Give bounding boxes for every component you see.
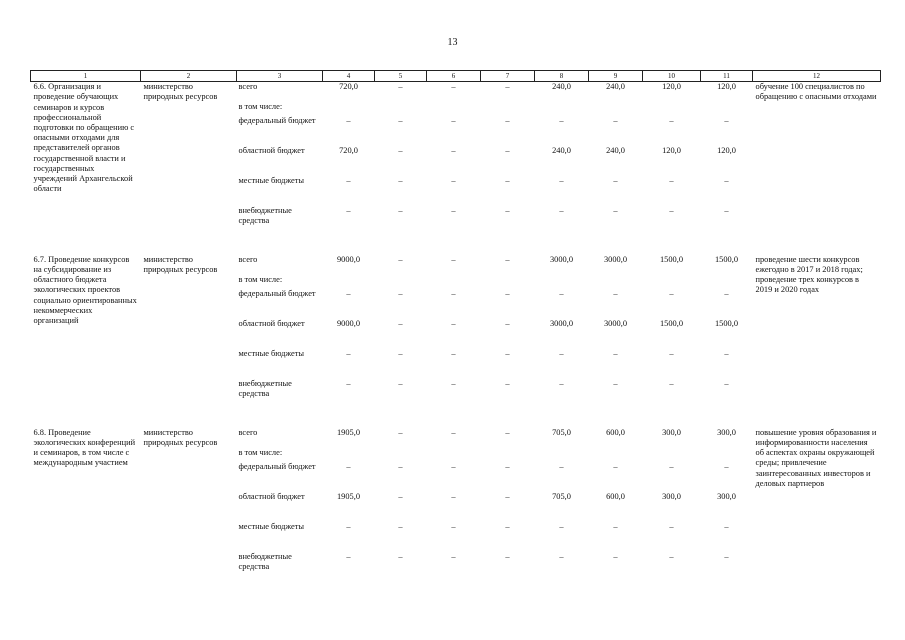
amount-cell: – [505, 491, 510, 501]
column-number: 4 [323, 71, 375, 82]
funding-source: местные бюджеты [238, 175, 305, 185]
amount-cell: – [398, 254, 403, 264]
funding-source: в том числе: [238, 274, 283, 284]
amount-cell: – [613, 205, 618, 215]
amount-cell: – [669, 175, 674, 185]
amount-cell [535, 448, 589, 462]
amount-cell [701, 275, 753, 289]
amount-cell [427, 448, 481, 462]
amount-cell: – [559, 115, 564, 125]
amount-cell: – [724, 378, 729, 388]
amount-cell: – [451, 254, 456, 264]
amount-cell [643, 102, 701, 116]
column-number: 8 [535, 71, 589, 82]
amount-cell: – [451, 378, 456, 388]
amount-cell: – [613, 521, 618, 531]
amount-cell [589, 448, 643, 462]
amount-cell: 300,0 [662, 427, 681, 437]
amount-cell: – [505, 427, 510, 437]
executor: министерство природных ресурсов [143, 82, 218, 102]
funding-source: внебюджетные средства [238, 551, 292, 571]
amount-cell: 1905,0 [336, 427, 361, 437]
amount-cell: 3000,0 [603, 254, 628, 264]
amount-cell: – [613, 175, 618, 185]
measure-title: 6.6. Организация и проведение обучающих семинаров и курсов профессиональной подготовки по обращению с опасными отходами для представителей органов государственной власти и государственных учреждений Архангельской области [33, 82, 135, 194]
amount-cell: 9000,0 [336, 318, 361, 328]
amount-cell: – [505, 115, 510, 125]
amount-cell: – [346, 521, 351, 531]
measure-title: 6.7. Проведение конкурсов на субсидирование из областного бюджета экологических проектов социально ориентированных некоммерческих организаций [33, 254, 137, 325]
funding-source: федеральный бюджет [238, 461, 316, 471]
funding-source: в том числе: [238, 101, 283, 111]
funding-source: областной бюджет [238, 491, 305, 501]
amount-cell: – [451, 82, 456, 92]
amount-cell: – [398, 461, 403, 471]
amount-cell: – [451, 145, 456, 155]
amount-cell: – [669, 378, 674, 388]
amount-cell: – [724, 348, 729, 358]
funding-source: всего [238, 254, 258, 264]
funding-source: федеральный бюджет [238, 288, 316, 298]
amount-cell [427, 102, 481, 116]
funding-source: внебюджетные средства [238, 378, 292, 398]
amount-cell: – [669, 461, 674, 471]
amount-cell [535, 275, 589, 289]
amount-cell: – [346, 115, 351, 125]
amount-cell: – [505, 288, 510, 298]
amount-cell: – [724, 551, 729, 561]
page-number: 13 [447, 37, 458, 48]
amount-cell: – [613, 348, 618, 358]
amount-cell: – [669, 551, 674, 561]
amount-cell [323, 275, 375, 289]
amount-cell: 1500,0 [714, 254, 739, 264]
amount-cell: – [559, 175, 564, 185]
amount-cell: – [559, 378, 564, 388]
funding-source: местные бюджеты [238, 348, 305, 358]
budget-table [30, 70, 881, 587]
amount-cell: 3000,0 [549, 254, 574, 264]
amount-cell: 705,0 [552, 491, 571, 501]
amount-cell: – [613, 551, 618, 561]
executor: министерство природных ресурсов [143, 254, 218, 274]
amount-cell: – [559, 461, 564, 471]
amount-cell: 1905,0 [336, 491, 361, 501]
amount-cell: – [724, 175, 729, 185]
amount-cell: – [346, 348, 351, 358]
amount-cell: – [451, 115, 456, 125]
amount-cell: – [451, 461, 456, 471]
column-number: 9 [589, 71, 643, 82]
amount-cell: – [346, 205, 351, 215]
amount-cell [643, 448, 701, 462]
amount-cell: – [451, 318, 456, 328]
amount-cell: – [505, 82, 510, 92]
amount-cell: 300,0 [662, 491, 681, 501]
amount-cell: – [505, 175, 510, 185]
amount-cell: – [505, 551, 510, 561]
amount-cell: – [398, 145, 403, 155]
amount-cell: – [669, 115, 674, 125]
amount-cell: – [346, 288, 351, 298]
amount-cell [481, 448, 535, 462]
amount-cell: 240,0 [606, 82, 625, 92]
amount-cell: 1500,0 [659, 318, 684, 328]
amount-cell: – [451, 175, 456, 185]
amount-cell: – [505, 205, 510, 215]
column-number: 11 [701, 71, 753, 82]
measure-title: 6.8. Проведение экологических конференций и семинаров, в том числе с международным участием [33, 427, 136, 468]
spacer-cell [31, 241, 881, 255]
amount-cell: – [669, 288, 674, 298]
spacer-cell [31, 414, 881, 428]
amount-cell: – [451, 348, 456, 358]
amount-cell [375, 102, 427, 116]
funding-source: местные бюджеты [238, 521, 305, 531]
amount-cell: – [451, 427, 456, 437]
amount-cell: 120,0 [717, 145, 736, 155]
funding-source: областной бюджет [238, 145, 305, 155]
amount-cell [481, 275, 535, 289]
expected-result: проведение шести конкурсов ежегодно в 2017 и 2018 годах; проведение трех конкурсов в 2019 и 2020 годах [755, 254, 863, 295]
amount-cell: – [398, 175, 403, 185]
amount-cell [701, 102, 753, 116]
amount-cell: – [505, 461, 510, 471]
amount-cell: – [559, 521, 564, 531]
section-spacer [31, 414, 881, 428]
amount-cell: – [559, 348, 564, 358]
amount-cell: – [398, 521, 403, 531]
amount-cell: 240,0 [552, 145, 571, 155]
amount-cell: – [669, 348, 674, 358]
amount-cell: – [613, 378, 618, 388]
column-number: 12 [753, 71, 881, 82]
expected-result: повышение уровня образования и информированности населения об аспектах охраны окружающей среды; привлечение заинтересованных инвесторов и деловых партнеров [755, 427, 877, 488]
amount-cell: – [613, 288, 618, 298]
column-number: 1 [31, 71, 141, 82]
amount-cell: – [398, 115, 403, 125]
column-number: 7 [481, 71, 535, 82]
amount-cell: – [346, 175, 351, 185]
amount-cell: – [398, 378, 403, 388]
amount-cell: – [346, 461, 351, 471]
amount-cell [323, 102, 375, 116]
amount-cell: – [398, 551, 403, 561]
amount-cell: 9000,0 [336, 254, 361, 264]
amount-cell: – [398, 427, 403, 437]
table-row [31, 255, 881, 275]
amount-cell: 120,0 [662, 145, 681, 155]
amount-cell: – [724, 205, 729, 215]
executor: министерство природных ресурсов [143, 427, 218, 447]
amount-cell: – [398, 205, 403, 215]
amount-cell: – [451, 288, 456, 298]
amount-cell: – [505, 318, 510, 328]
amount-cell: 705,0 [552, 427, 571, 437]
amount-cell: – [451, 551, 456, 561]
amount-cell: 600,0 [606, 491, 625, 501]
funding-source: областной бюджет [238, 318, 305, 328]
column-number-row [31, 71, 881, 82]
amount-cell: 240,0 [606, 145, 625, 155]
section-spacer [31, 241, 881, 255]
column-number: 3 [237, 71, 323, 82]
amount-cell [375, 275, 427, 289]
expected-result: обучение 100 специалистов по обращению с опасными отходами [755, 82, 877, 102]
amount-cell: – [398, 82, 403, 92]
column-number: 2 [141, 71, 237, 82]
amount-cell: – [724, 461, 729, 471]
amount-cell: – [613, 115, 618, 125]
amount-cell: – [724, 288, 729, 298]
amount-cell: 240,0 [552, 82, 571, 92]
amount-cell [481, 102, 535, 116]
amount-cell: – [398, 491, 403, 501]
funding-source: всего [238, 427, 258, 437]
amount-cell [701, 448, 753, 462]
amount-cell: – [724, 521, 729, 531]
amount-cell [535, 102, 589, 116]
amount-cell: – [724, 115, 729, 125]
amount-cell: – [669, 521, 674, 531]
amount-cell: – [613, 461, 618, 471]
column-number: 10 [643, 71, 701, 82]
amount-cell: 720,0 [339, 82, 358, 92]
amount-cell: – [451, 205, 456, 215]
amount-cell [427, 275, 481, 289]
amount-cell: – [505, 348, 510, 358]
amount-cell [589, 275, 643, 289]
amount-cell [589, 102, 643, 116]
amount-cell: – [559, 205, 564, 215]
amount-cell: – [559, 551, 564, 561]
amount-cell: 300,0 [717, 491, 736, 501]
amount-cell: 3000,0 [549, 318, 574, 328]
amount-cell: – [398, 318, 403, 328]
amount-cell: 1500,0 [659, 254, 684, 264]
amount-cell: 120,0 [662, 82, 681, 92]
column-number: 5 [375, 71, 427, 82]
funding-source: внебюджетные средства [238, 205, 292, 225]
column-number: 6 [427, 71, 481, 82]
amount-cell: – [398, 348, 403, 358]
table-row [31, 428, 881, 448]
amount-cell [323, 448, 375, 462]
amount-cell: 720,0 [339, 145, 358, 155]
amount-cell: – [451, 491, 456, 501]
funding-source: всего [238, 82, 258, 92]
amount-cell: 120,0 [717, 82, 736, 92]
amount-cell: – [559, 288, 564, 298]
amount-cell: 300,0 [717, 427, 736, 437]
amount-cell [375, 448, 427, 462]
amount-cell: – [505, 145, 510, 155]
amount-cell: – [451, 521, 456, 531]
amount-cell: – [398, 288, 403, 298]
amount-cell: – [505, 254, 510, 264]
amount-cell: 1500,0 [714, 318, 739, 328]
funding-source: федеральный бюджет [238, 115, 316, 125]
amount-cell [643, 275, 701, 289]
amount-cell: – [505, 521, 510, 531]
amount-cell: 600,0 [606, 427, 625, 437]
funding-source: в том числе: [238, 447, 283, 457]
amount-cell: – [669, 205, 674, 215]
amount-cell: – [346, 378, 351, 388]
table-row [31, 82, 881, 102]
amount-cell: – [346, 551, 351, 561]
amount-cell: – [505, 378, 510, 388]
amount-cell: 3000,0 [603, 318, 628, 328]
